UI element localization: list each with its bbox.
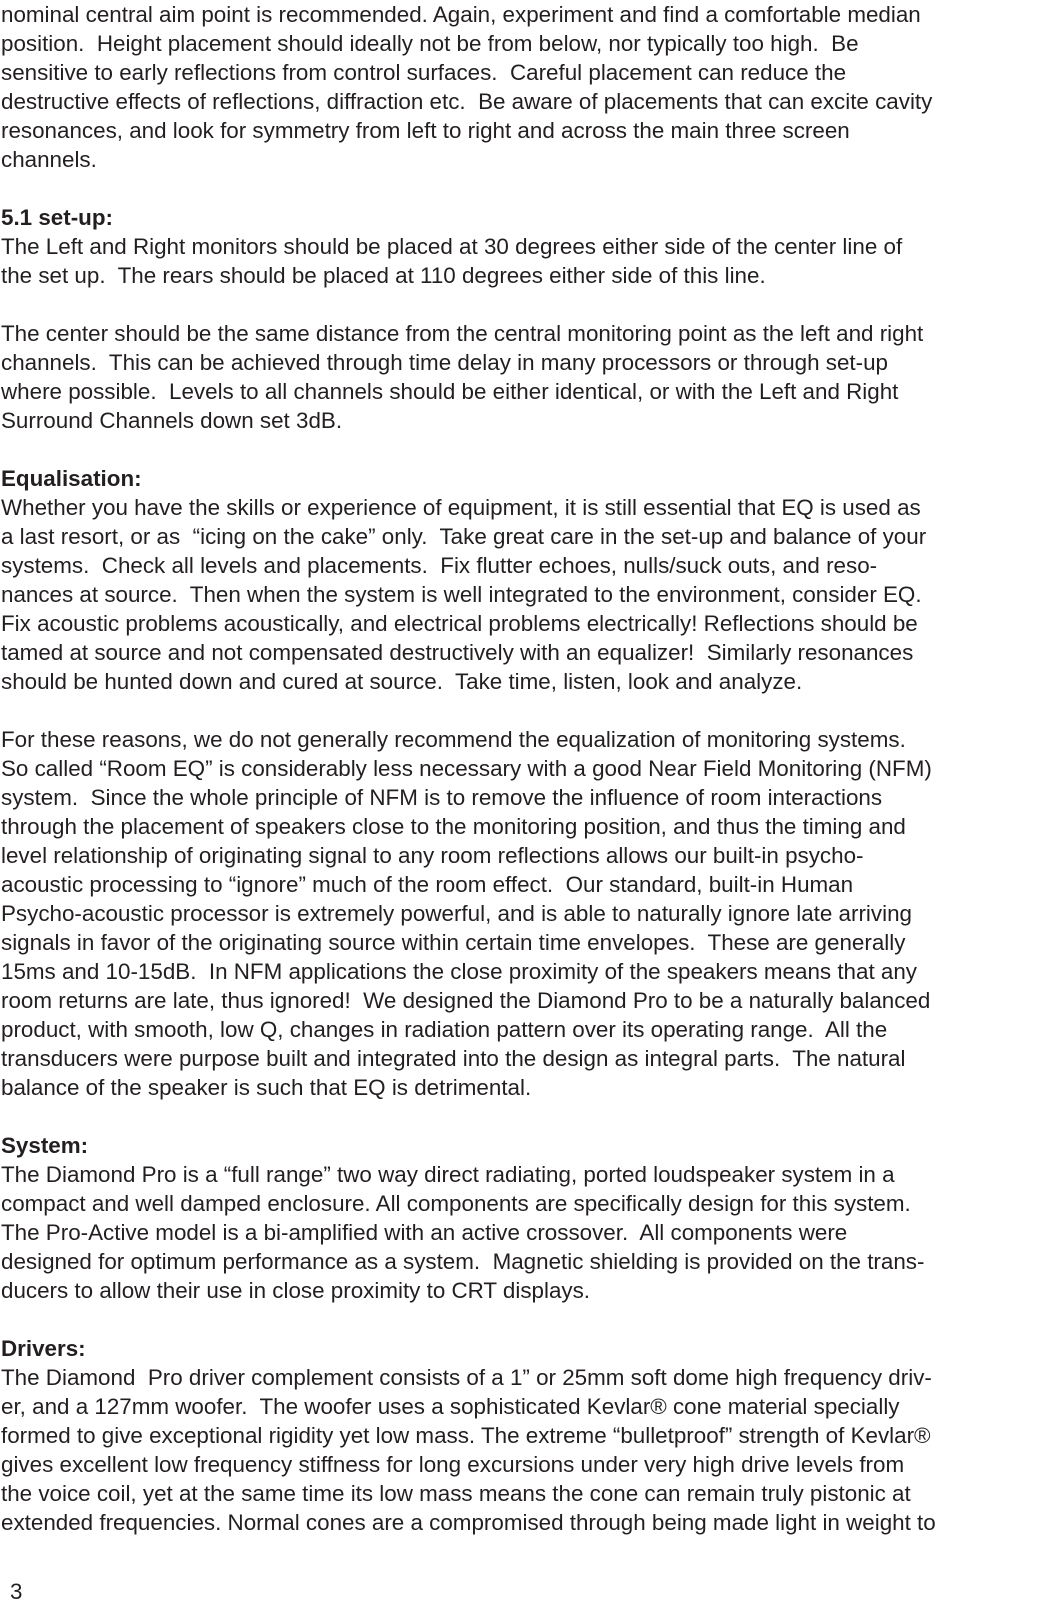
- paragraph-line: So called “Room EQ” is considerably less necessary with a good Near Field Monitoring (NFM): [1, 756, 932, 781]
- paragraph-line: sensitive to early reflections from control surfaces. Careful placement can reduce the: [1, 60, 847, 85]
- paragraph-line: system. Since the whole principle of NFM is to remove the influence of room interactions: [1, 785, 883, 810]
- section-heading-drivers: Drivers:: [1, 1336, 86, 1361]
- paragraph-line: designed for optimum performance as a system. Magnetic shielding is provided on the trans-: [1, 1249, 925, 1274]
- paragraph-line: through the placement of speakers close to the monitoring position, and thus the timing and: [1, 814, 906, 839]
- paragraph-line: The Left and Right monitors should be placed at 30 degrees either side of the center line of: [1, 234, 903, 259]
- paragraph-line: nances at source. Then when the system is well integrated to the environment, consider EQ.: [1, 582, 922, 607]
- paragraph-line: extended frequencies. Normal cones are a compromised through being made light in weight to: [1, 1510, 936, 1535]
- paragraph-line: channels.: [1, 147, 97, 172]
- paragraph-line: tamed at source and not compensated destructively with an equalizer! Similarly resonances: [1, 640, 914, 665]
- paragraph-line: signals in favor of the originating source within certain time envelopes. These are generally: [1, 930, 906, 955]
- paragraph-line: product, with smooth, low Q, changes in radiation pattern over its operating range. All the: [1, 1017, 888, 1042]
- paragraph-line: level relationship of originating signal to any room reflections allows our built-in psycho-: [1, 843, 864, 868]
- paragraph-line: transducers were purpose built and integrated into the design as integral parts. The natural: [1, 1046, 906, 1071]
- paragraph-line: The Diamond Pro driver complement consists of a 1” or 25mm soft dome high frequency driv-: [1, 1365, 932, 1390]
- paragraph-line: ducers to allow their use in close proximity to CRT displays.: [1, 1278, 591, 1303]
- paragraph-line: er, and a 127mm woofer. The woofer uses a sophisticated Kevlar® cone material specially: [1, 1394, 900, 1419]
- paragraph-line: The Pro-Active model is a bi-amplified with an active crossover. All components were: [1, 1220, 848, 1245]
- paragraph-line: room returns are late, thus ignored! We designed the Diamond Pro to be a naturally balanced: [1, 988, 931, 1013]
- section-heading-system: System:: [1, 1133, 89, 1158]
- paragraph-line: formed to give exceptional rigidity yet low mass. The extreme “bulletproof” strength of Kevlar®: [1, 1423, 931, 1448]
- paragraph-line: balance of the speaker is such that EQ is detrimental.: [1, 1075, 532, 1100]
- paragraph-line: channels. This can be achieved through time delay in many processors or through set-up: [1, 350, 888, 375]
- section-heading-5-1-setup: 5.1 set-up:: [1, 205, 113, 230]
- paragraph-line: destructive effects of reflections, diffraction etc. Be aware of placements that can excite cavity: [1, 89, 933, 114]
- paragraph-line: systems. Check all levels and placements. Fix flutter echoes, nulls/suck outs, and reso-: [1, 553, 878, 578]
- paragraph-line: Fix acoustic problems acoustically, and electrical problems electrically! Reflections should be: [1, 611, 918, 636]
- paragraph-line: resonances, and look for symmetry from left to right and across the main three screen: [1, 118, 850, 143]
- paragraph-line: The center should be the same distance from the central monitoring point as the left and right: [1, 321, 924, 346]
- paragraph-line: the voice coil, yet at the same time its low mass means the cone can remain truly pistonic at: [1, 1481, 911, 1506]
- paragraph-line: gives excellent low frequency stiffness for long excursions under very high drive levels from: [1, 1452, 905, 1477]
- paragraph-line: Surround Channels down set 3dB.: [1, 408, 343, 433]
- paragraph-line: a last resort, or as “icing on the cake” only. Take great care in the set-up and balance of your: [1, 524, 927, 549]
- paragraph-line: Psycho-acoustic processor is extremely powerful, and is able to naturally ignore late arriving: [1, 901, 912, 926]
- paragraph-line: 15ms and 10-15dB. In NFM applications the close proximity of the speakers means that any: [1, 959, 917, 984]
- paragraph-line: should be hunted down and cured at source. Take time, listen, look and analyze.: [1, 669, 803, 694]
- paragraph-line: nominal central aim point is recommended. Again, experiment and find a comfortable median: [1, 2, 921, 27]
- paragraph-line: For these reasons, we do not generally recommend the equalization of monitoring systems.: [1, 727, 906, 752]
- paragraph-line: Whether you have the skills or experience of equipment, it is still essential that EQ is used as: [1, 495, 921, 520]
- paragraph-line: The Diamond Pro is a “full range” two way direct radiating, ported loudspeaker system in a: [1, 1162, 895, 1187]
- paragraph-line: acoustic processing to “ignore” much of the room effect. Our standard, built-in Human: [1, 872, 854, 897]
- paragraph-line: the set up. The rears should be placed at 110 degrees either side of this line.: [1, 263, 766, 288]
- page-number: 3: [10, 1579, 23, 1604]
- section-heading-equalisation: Equalisation:: [1, 466, 142, 491]
- paragraph-line: compact and well damped enclosure. All components are specifically design for this system.: [1, 1191, 911, 1216]
- paragraph-line: where possible. Levels to all channels should be either identical, or with the Left and Right: [1, 379, 899, 404]
- paragraph-line: position. Height placement should ideally not be from below, nor typically too high. Be: [1, 31, 859, 56]
